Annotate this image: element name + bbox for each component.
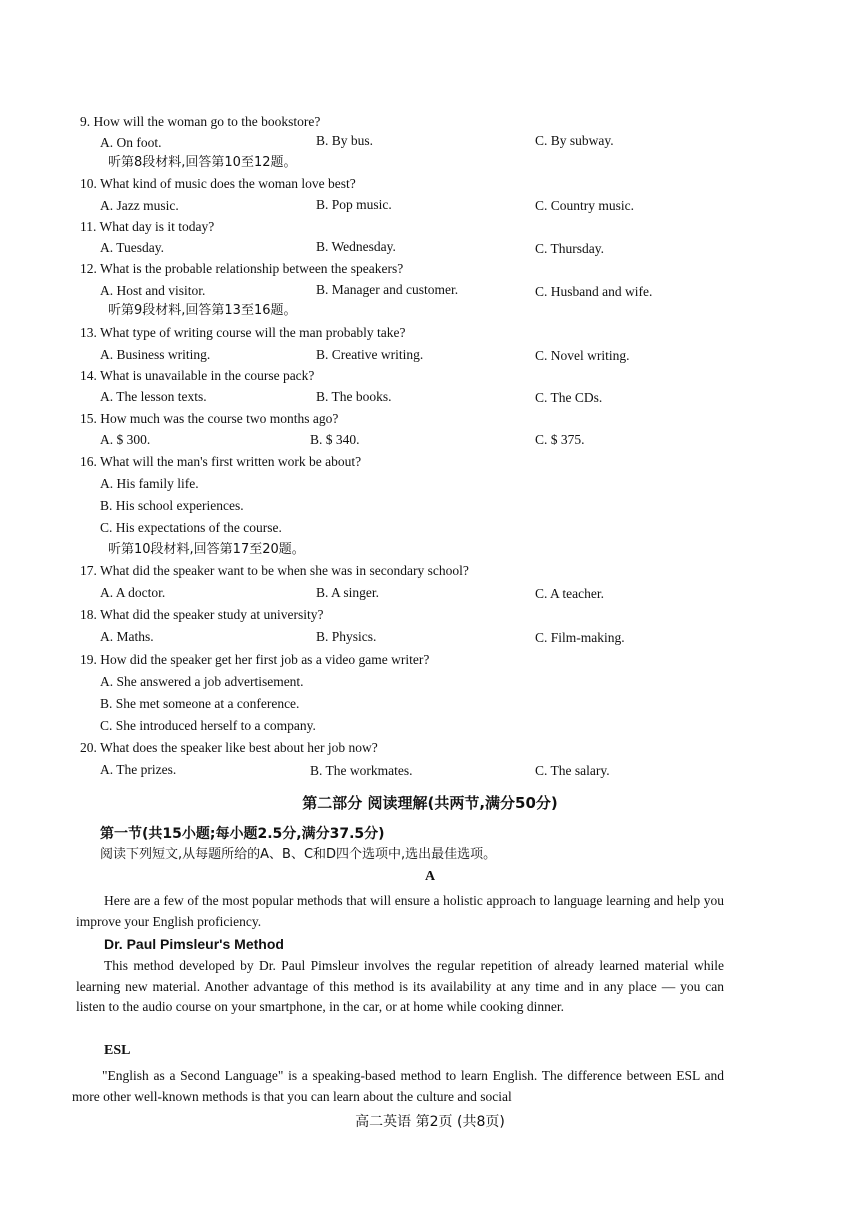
question-12-option-b: B. Manager and customer. <box>316 282 459 297</box>
question-17-option-c: C. A teacher. <box>535 586 604 601</box>
question-15-option-b: B. $ 340. <box>310 432 360 447</box>
question-12-option-a: A. Host and visitor. <box>100 283 206 298</box>
question-9-option-c: C. By subway. <box>535 133 614 148</box>
section-8-instruction: 听第8段材料,回答第10至12题。 <box>108 155 297 170</box>
question-13-option-b: B. Creative writing. <box>316 347 424 362</box>
question-15-option-c: C. $ 375. <box>535 432 585 447</box>
question-18-option-c: C. Film-making. <box>535 630 625 645</box>
paragraph-esl: "English as a Second Language" is a speaking-based method to learn English. The difference between ESL and more other well-known methods is that you can learn about the culture and social <box>72 1068 724 1104</box>
question-11-option-c: C. Thursday. <box>535 241 604 256</box>
question-13-option-c: C. Novel writing. <box>535 348 630 363</box>
question-17-option-a: A. A doctor. <box>100 585 166 600</box>
part-two-title: 第二部分 阅读理解(共两节,满分50分) <box>302 794 558 812</box>
question-10-option-c: C. Country music. <box>535 198 635 213</box>
passage-intro: Here are a few of the most popular methods that will ensure a holistic approach to language learning and help you improve your English proficiency. <box>76 893 724 929</box>
question-18-option-b: B. Physics. <box>316 629 377 644</box>
question-15-stem: 15. How much was the course two months ago? <box>80 411 339 426</box>
question-10-option-a: A. Jazz music. <box>100 198 179 213</box>
question-11-stem: 11. What day is it today? <box>80 219 215 234</box>
question-17-stem: 17. What did the speaker want to be when she was in secondary school? <box>80 563 469 578</box>
heading-pimsleur: Dr. Paul Pimsleur's Method <box>104 936 284 952</box>
section-9-instruction: 听第9段材料,回答第13至16题。 <box>108 303 297 318</box>
question-16-option-c: C. His expectations of the course. <box>100 520 282 535</box>
question-13-stem: 13. What type of writing course will the man probably take? <box>80 325 406 340</box>
question-12-stem: 12. What is the probable relationship between the speakers? <box>80 261 404 276</box>
question-20-option-b: B. The workmates. <box>310 763 413 778</box>
question-20-option-c: C. The salary. <box>535 763 610 778</box>
page-footer: 高二英语 第2页 (共8页) <box>355 1114 505 1130</box>
question-19-stem: 19. How did the speaker get her first job as a video game writer? <box>80 652 430 667</box>
question-13-option-a: A. Business writing. <box>100 347 211 362</box>
question-15-option-a: A. $ 300. <box>100 432 151 447</box>
paragraph-pimsleur: This method developed by Dr. Paul Pimsleur involves the regular repetition of already learned material while learning new material. Another advantage of this method is its availability at any time and in any place — you can listen to the audio course on your smartphone, in the car, or at home while cooking dinner. <box>76 958 724 1014</box>
question-12-option-c: C. Husband and wife. <box>535 284 653 299</box>
question-20-stem: 20. What does the speaker like best about her job now? <box>80 740 378 755</box>
question-19-option-a: A. She answered a job advertisement. <box>100 674 304 689</box>
question-14-option-c: C. The CDs. <box>535 390 603 405</box>
question-16-option-b: B. His school experiences. <box>100 498 244 513</box>
reading-instruction: 阅读下列短文,从每题所给的A、B、C和D四个选项中,选出最佳选项。 <box>100 847 497 862</box>
question-19-option-b: B. She met someone at a conference. <box>100 696 300 711</box>
question-14-option-b: B. The books. <box>316 389 392 404</box>
section-one-title: 第一节(共15小题;每小题2.5分,满分37.5分) <box>100 826 385 842</box>
section-10-instruction: 听第10段材料,回答第17至20题。 <box>108 542 305 557</box>
passage-letter: A <box>424 869 436 884</box>
question-19-option-c: C. She introduced herself to a company. <box>100 718 316 733</box>
question-18-stem: 18. What did the speaker study at university? <box>80 607 324 622</box>
question-17-option-b: B. A singer. <box>316 585 380 600</box>
question-16-option-a: A. His family life. <box>100 476 199 491</box>
question-14-stem: 14. What is unavailable in the course pack? <box>80 368 315 383</box>
question-9-stem: 9. How will the woman go to the bookstore? <box>80 114 321 129</box>
question-11-option-a: A. Tuesday. <box>100 240 165 255</box>
question-18-option-a: A. Maths. <box>100 629 154 644</box>
question-9-option-a: A. On foot. <box>100 135 162 150</box>
question-10-option-b: B. Pop music. <box>316 197 392 212</box>
question-14-option-a: A. The lesson texts. <box>100 389 207 404</box>
question-16-stem: 16. What will the man's first written work be about? <box>80 454 362 469</box>
question-10-stem: 10. What kind of music does the woman love best? <box>80 176 356 191</box>
question-20-option-a: A. The prizes. <box>100 762 177 777</box>
question-11-option-b: B. Wednesday. <box>316 239 396 254</box>
heading-esl: ESL <box>104 1043 131 1058</box>
question-9-option-b: B. By bus. <box>316 133 374 148</box>
